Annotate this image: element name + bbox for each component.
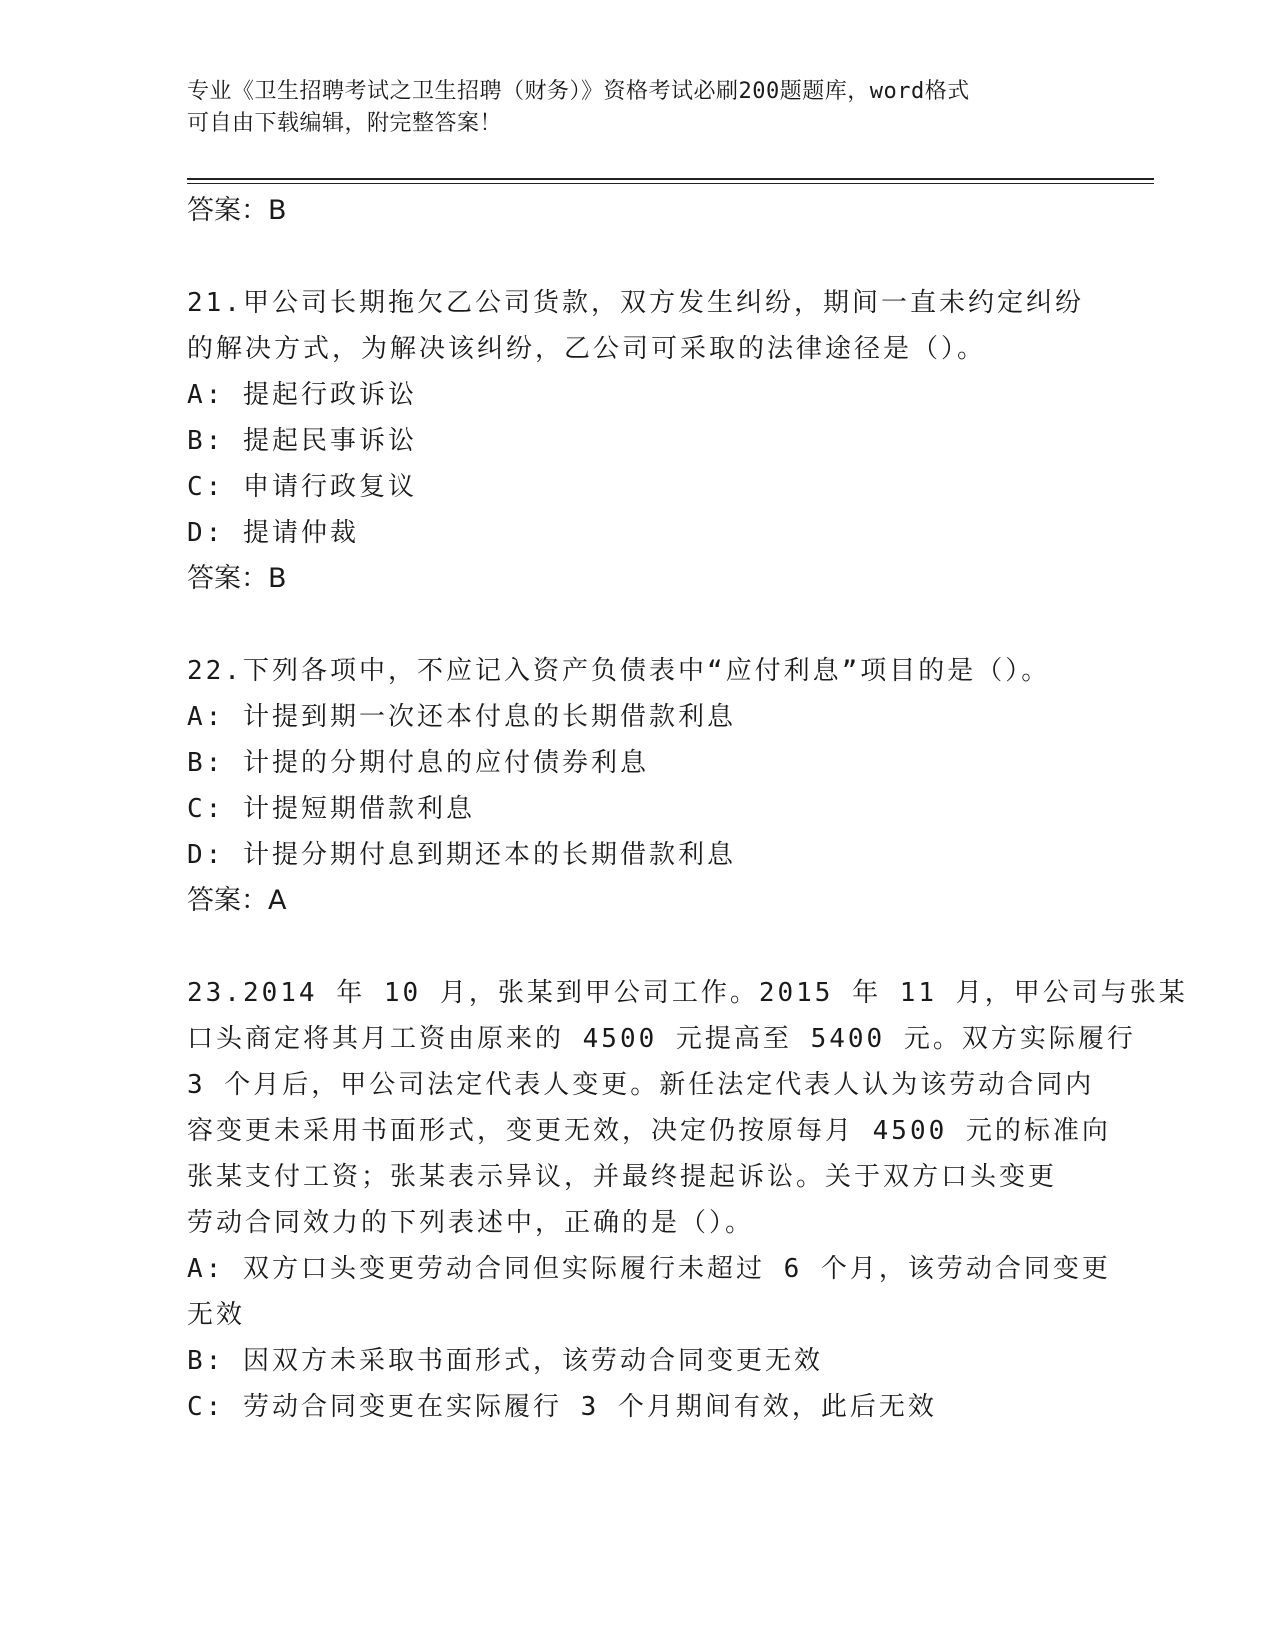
question-21 bbox=[187, 280, 1087, 602]
header-rule-thin bbox=[187, 183, 1154, 184]
header-line-1: 专业《卫生招聘考试之卫生招聘（财务）》资格考试必刷200题题库，word格式 bbox=[187, 79, 970, 104]
question-21-answer: 答案：B bbox=[187, 563, 287, 594]
question-23-stem-line-3: 3 个月后，甲公司法定代表人变更。新任法定代表人认为该劳动合同内 bbox=[187, 1070, 1095, 1100]
question-22-option-c: C: 计提短期借款利息 bbox=[187, 794, 475, 824]
question-23-stem-line-4: 容变更未采用书面形式，变更无效，决定仍按原每月 4500 元的标准向 bbox=[187, 1116, 1111, 1146]
spacer bbox=[187, 234, 1087, 280]
question-21-stem-line-2: 的解决方式，为解决该纠纷，乙公司可采取的法律途径是（）。 bbox=[187, 334, 987, 364]
question-22-option-b: B: 计提的分期付息的应付债券利息 bbox=[187, 748, 649, 778]
question-22-option-a: A: 计提到期一次还本付息的长期借款利息 bbox=[187, 702, 736, 732]
question-23-option-c: C: 劳动合同变更在实际履行 3 个月期间有效，此后无效 bbox=[187, 1392, 937, 1422]
header-rule-thick bbox=[187, 178, 1154, 180]
header-line-2: 可自由下载编辑，附完整答案！ bbox=[187, 111, 503, 136]
question-23-stem-line-1: 23.2014 年 10 月，张某到甲公司工作。2015 年 11 月，甲公司与张某 bbox=[187, 978, 1188, 1008]
question-23-stem-line-6: 劳动合同效力的下列表述中，正确的是（）。 bbox=[187, 1208, 755, 1238]
question-21-option-c: C: 申请行政复议 bbox=[187, 472, 417, 502]
question-22-option-d: D: 计提分期付息到期还本的长期借款利息 bbox=[187, 840, 736, 870]
question-23-stem-line-2: 口头商定将其月工资由原来的 4500 元提高至 5400 元。双方实际履行 bbox=[187, 1024, 1136, 1054]
document-body bbox=[187, 188, 1188, 1430]
question-23-stem-line-5: 张某支付工资；张某表示异议，并最终提起诉讼。关于双方口头变更 bbox=[187, 1162, 1058, 1192]
question-21-option-d: D: 提请仲裁 bbox=[187, 518, 359, 548]
question-21-stem-line-1: 21.甲公司长期拖欠乙公司货款，双方发生纠纷，期间一直未约定纠纷 bbox=[187, 288, 1084, 318]
question-23-option-a-line-2: 无效 bbox=[187, 1300, 246, 1330]
question-23-option-b: B: 因双方未采取书面形式，该劳动合同变更无效 bbox=[187, 1346, 823, 1376]
question-23 bbox=[187, 970, 1188, 1430]
question-21-option-a: A: 提起行政诉讼 bbox=[187, 380, 417, 410]
question-22-answer: 答案：A bbox=[187, 885, 287, 916]
answer-previous: 答案：B bbox=[187, 195, 287, 226]
document-header bbox=[187, 76, 1087, 140]
spacer bbox=[187, 924, 1087, 970]
question-23-option-a-line-1: A: 双方口头变更劳动合同但实际履行未超过 6 个月，该劳动合同变更 bbox=[187, 1254, 1111, 1284]
question-21-option-b: B: 提起民事诉讼 bbox=[187, 426, 417, 456]
question-22-stem-line-1: 22.下列各项中，不应记入资产负债表中“应付利息”项目的是（）。 bbox=[187, 656, 1051, 686]
question-22 bbox=[187, 648, 1087, 924]
spacer bbox=[187, 602, 1087, 648]
